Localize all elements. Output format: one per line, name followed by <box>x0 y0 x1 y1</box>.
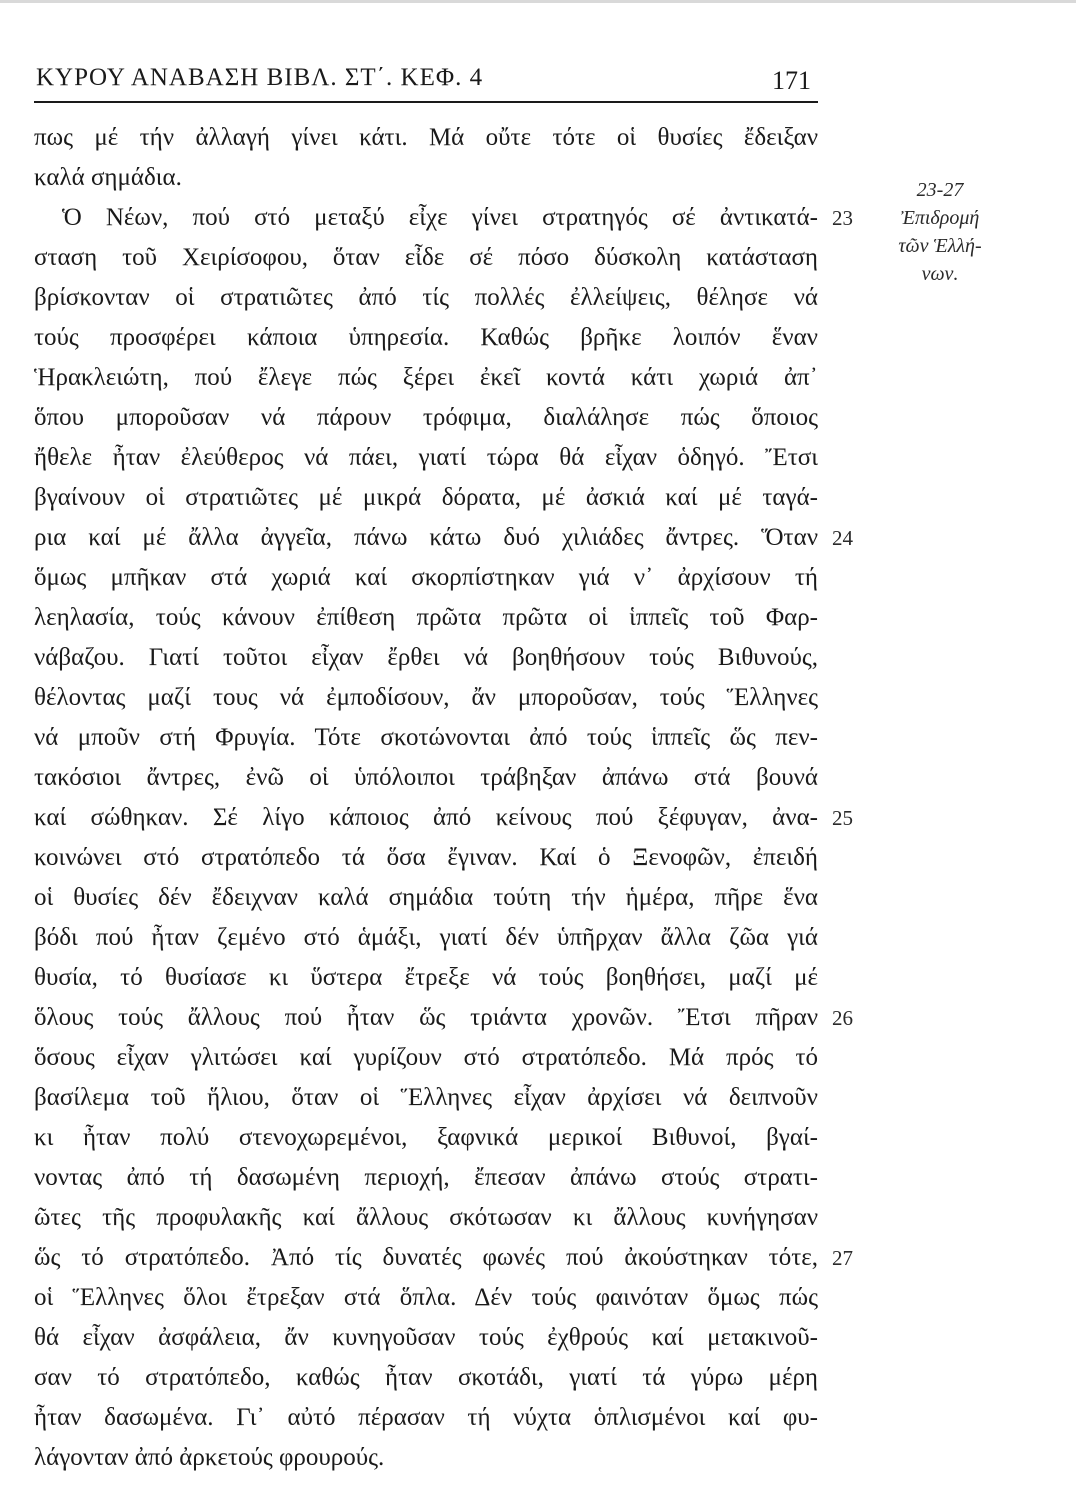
section-number-26: 26 <box>832 1006 853 1030</box>
text-line: θά εἶχαν ἀσφάλεια, ἄν κυνηγοῦσαν τούς ἐχθρούς καί μετακινοῦ- <box>34 1324 818 1351</box>
text-line: νάβαζου. Γιατί τοῦτοι εἶχαν ἔρθει νά βοηθήσουν τούς Βιθυνούς, <box>34 644 818 671</box>
text-line: ὅμως μπῆκαν στά χωριά καί σκορπίστηκαν γιά ν᾿ ἀρχίσουν τή <box>34 564 818 591</box>
text-line: τούς προσφέρει κάποια ὑπηρεσία. Καθώς βρῆκε λοιπόν ἕναν <box>34 324 818 351</box>
text-line: σαν τό στρατόπεδο, καθώς ἦταν σκοτάδι, γιατί τά γύρω μέρη <box>34 1364 818 1391</box>
text-line: κι ἦταν πολύ στενοχωρεμένοι, ξαφνικά μερικοί Βιθυνοί, βγαί- <box>34 1124 818 1151</box>
text-line: οἱ θυσίες δέν ἔδειχναν καλά σημάδια τούτη τήν ἡμέρα, πῆρε ἕνα <box>34 884 818 911</box>
text-line: ἦταν δασωμένα. Γι᾿ αὐτό πέρασαν τή νύχτα ὁπλισμένοι καί φυ- <box>34 1404 818 1431</box>
text-line: βασίλεμα τοῦ ἥλιου, ὅταν οἱ Ἕλληνες εἶχαν ἀρχίσει νά δειπνοῦν <box>34 1084 818 1111</box>
text-line: καλά σημάδια. <box>34 164 182 191</box>
section-number-24: 24 <box>832 526 853 550</box>
text-line: ρια καί μέ ἄλλα ἀγγεῖα, πάνω κάτω δυό χιλιάδες ἄντρες. Ὅταν <box>34 524 818 551</box>
page-number: 171 <box>772 66 811 95</box>
text-line: σταση τοῦ Χειρίσοφου, ὅταν εἶδε σέ πόσο δύσκολη κατάσταση <box>34 244 818 271</box>
margin-note-line: τῶν Ἑλλή- <box>898 235 982 257</box>
text-line: ὅλους τούς ἄλλους πού ἦταν ὥς τριάντα χρονῶν. Ἔτσι πῆραν <box>34 1004 818 1031</box>
text-line: λάγονταν ἀπό ἀρκετούς φρουρούς. <box>34 1444 385 1471</box>
top-edge-rule <box>0 0 1076 3</box>
text-line: βρίσκονταν οἱ στρατιῶτες ἀπό τίς πολλές ἐλλείψεις, θέλησε νά <box>34 284 818 311</box>
text-line: βγαίνουν οἱ στρατιῶτες μέ μικρά δόρατα, μέ ἀσκιά καί μέ ταγά- <box>34 484 818 511</box>
section-number-27: 27 <box>832 1246 853 1270</box>
section-number-23: 23 <box>832 206 853 230</box>
header-rule <box>34 101 818 103</box>
margin-note-line: Ἐπιδρομή <box>900 207 980 229</box>
margin-note <box>880 176 1000 288</box>
body-text <box>34 118 818 1478</box>
text-line: κοινώνει στό στρατόπεδο τά ὅσα ἔγιναν. Καί ὁ Ξενοφῶν, ἐπειδή <box>34 844 818 871</box>
margin-note-line: νων. <box>921 263 959 285</box>
text-line: ῶτες τῆς προφυλακῆς καί ἄλλους σκότωσαν κι ἄλλους κυνήγησαν <box>34 1204 818 1231</box>
text-line: λεηλασία, τούς κάνουν ἐπίθεση πρῶτα πρῶτα οἱ ἱππεῖς τοῦ Φαρ- <box>34 604 818 631</box>
running-head: ΚΥΡΟΥ ΑΝΑΒΑΣΗ ΒΙΒΛ. ΣΤ΄. ΚΕΦ. 4 <box>36 64 484 91</box>
text-line: οἱ Ἕλληνες ὅλοι ἔτρεξαν στά ὅπλα. Δέν τούς φαινόταν ὅμως πώς <box>34 1284 818 1311</box>
margin-note-range: 23-27 <box>916 179 964 201</box>
text-line: καί σώθηκαν. Σέ λίγο κάποιος ἀπό κείνους πού ξέφυγαν, ἀνα- <box>34 804 818 831</box>
text-line: ἤθελε ἦταν ἐλεύθερος νά πάει, γιατί τώρα θά εἶχαν ὁδηγό. Ἔτσι <box>34 444 818 471</box>
text-line: ὅσους εἶχαν γλιτώσει καί γυρίζουν στό στρατόπεδο. Μά πρός τό <box>34 1044 818 1071</box>
text-line: θέλοντας μαζί τους νά ἐμποδίσουν, ἄν μποροῦσαν, τούς Ἕλληνες <box>34 684 818 711</box>
text-line: βόδι πού ἦταν ζεμένο στό ἁμάξι, γιατί δέν ὑπῆρχαν ἄλλα ζῶα γιά <box>34 924 818 951</box>
text-line: νά μποῦν στή Φρυγία. Τότε σκοτώνονται ἀπό τούς ἱππεῖς ὥς πεν- <box>34 724 818 751</box>
text-line: νοντας ἀπό τή δασωμένη περιοχή, ἔπεσαν ἀπάνω στούς στρατι- <box>34 1164 818 1191</box>
text-line: πως μέ τήν ἀλλαγή γίνει κάτι. Μά οὔτε τότε οἱ θυσίες ἔδειξαν <box>34 124 818 151</box>
text-line: ὅπου μποροῦσαν νά πάρουν τρόφιμα, διαλάλησε πώς ὅποιος <box>34 404 818 431</box>
text-line: ὥς τό στρατόπεδο. Ἀπό τίς δυνατές φωνές πού ἀκούστηκαν τότε, <box>34 1244 818 1271</box>
text-line: θυσία, τό θυσίασε κι ὕστερα ἔτρεξε νά τούς βοηθήσει, μαζί μέ <box>34 964 818 991</box>
text-line: Ὁ Νέων, πού στό μεταξύ εἶχε γίνει στρατηγός σέ ἀντικατά- <box>62 204 818 231</box>
text-line: Ἡρακλειώτη, πού ἔλεγε πώς ξέρει ἐκεῖ κοντά κάτι χωριά ἀπ᾿ <box>34 364 818 391</box>
text-line: τακόσιοι ἄντρες, ἐνῶ οἱ ὑπόλοιποι τράβηξαν ἀπάνω στά βουνά <box>34 764 818 791</box>
section-number-25: 25 <box>832 806 853 830</box>
